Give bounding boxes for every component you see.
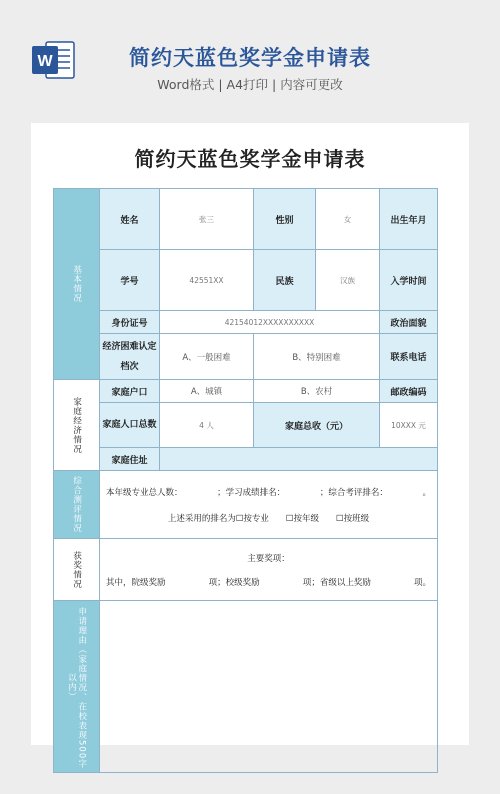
award-item3-text: 项。: [413, 577, 431, 588]
table-row: [54, 601, 438, 773]
table-row: [54, 334, 438, 380]
household-option-a[interactable]: A、城镇: [160, 380, 254, 403]
address-value[interactable]: [160, 448, 438, 471]
address-label: 家庭住址: [100, 448, 160, 471]
reason-box[interactable]: [100, 601, 438, 773]
family-size-label: 家庭人口总数: [100, 403, 160, 448]
form-title: 简约天蓝色奖学金申请表: [134, 147, 366, 171]
ethnicity-label: 民族: [254, 250, 316, 311]
difficulty-label: 经济困难认定档次: [100, 334, 160, 380]
income-label: 家庭总收（元）: [254, 403, 380, 448]
table-row: [54, 539, 438, 601]
document-title: 简约天蓝色奖学金申请表: [129, 46, 371, 70]
family-size-value[interactable]: 4 人: [160, 403, 254, 448]
award-box[interactable]: [100, 539, 438, 601]
table-row: [54, 380, 438, 403]
svg-text:W: W: [37, 53, 53, 70]
household-option-b[interactable]: B、农村: [254, 380, 380, 403]
award-item1-text: 项；校级奖励: [208, 577, 260, 588]
political-label: 政治面貌: [380, 311, 438, 334]
name-value[interactable]: 张三: [160, 189, 254, 250]
evaluation-box[interactable]: [100, 471, 438, 539]
phone-label: 联系电话: [380, 334, 438, 380]
gender-value[interactable]: 女: [316, 189, 380, 250]
table-row: [54, 189, 438, 250]
total-students-text: 本年级专业总人数：: [106, 487, 183, 498]
student-id-label: 学号: [100, 250, 160, 311]
document-page: [31, 123, 469, 769]
section-reason: 申请理由（家庭情况、在校表现500字以内）: [54, 601, 100, 773]
table-row: [54, 403, 438, 448]
score-rank-text: ；学习成绩排名：: [217, 487, 286, 498]
birth-label: 出生年月: [380, 189, 438, 250]
income-value[interactable]: 10XXX 元: [380, 403, 438, 448]
table-row: [54, 471, 438, 539]
award-item2-text: 项；省级以上奖励: [302, 577, 371, 588]
difficulty-option-b[interactable]: B、特别困难: [254, 334, 380, 380]
difficulty-option-a[interactable]: A、一般困难: [160, 334, 254, 380]
overall-rank-text: ；综合考评排名：: [319, 487, 388, 498]
rank-method-text: 上述采用的排名为☐按专业 ☐按年级 ☐按班级: [167, 513, 370, 524]
scholarship-form-table: [53, 188, 438, 773]
section-award: 获奖情况: [54, 539, 100, 601]
award-among-text: 其中，院级奖励: [106, 577, 166, 588]
student-id-value[interactable]: 42551XX: [160, 250, 254, 311]
preview-header: [0, 0, 500, 112]
id-card-value[interactable]: 42154012XXXXXXXXXX: [160, 311, 380, 334]
postcode-label: 邮政编码: [380, 380, 438, 403]
id-card-label: 身份证号: [100, 311, 160, 334]
household-label: 家庭户口: [100, 380, 160, 403]
table-row: [54, 448, 438, 471]
section-family: 家庭经济情况: [54, 380, 100, 471]
ethnicity-value[interactable]: 汉族: [316, 250, 380, 311]
section-basic: 基本情况: [54, 189, 100, 380]
enroll-label: 入学时间: [380, 250, 438, 311]
section-evaluation: 综合测评情况: [54, 471, 100, 539]
end-mark: 。: [422, 487, 431, 498]
gender-label: 性别: [254, 189, 316, 250]
table-row: [54, 250, 438, 311]
table-row: [54, 311, 438, 334]
main-awards-text: 主要奖项：: [247, 553, 290, 564]
name-label: 姓名: [100, 189, 160, 250]
document-subtitle: Word格式 | A4打印 | 内容可更改: [157, 77, 343, 92]
